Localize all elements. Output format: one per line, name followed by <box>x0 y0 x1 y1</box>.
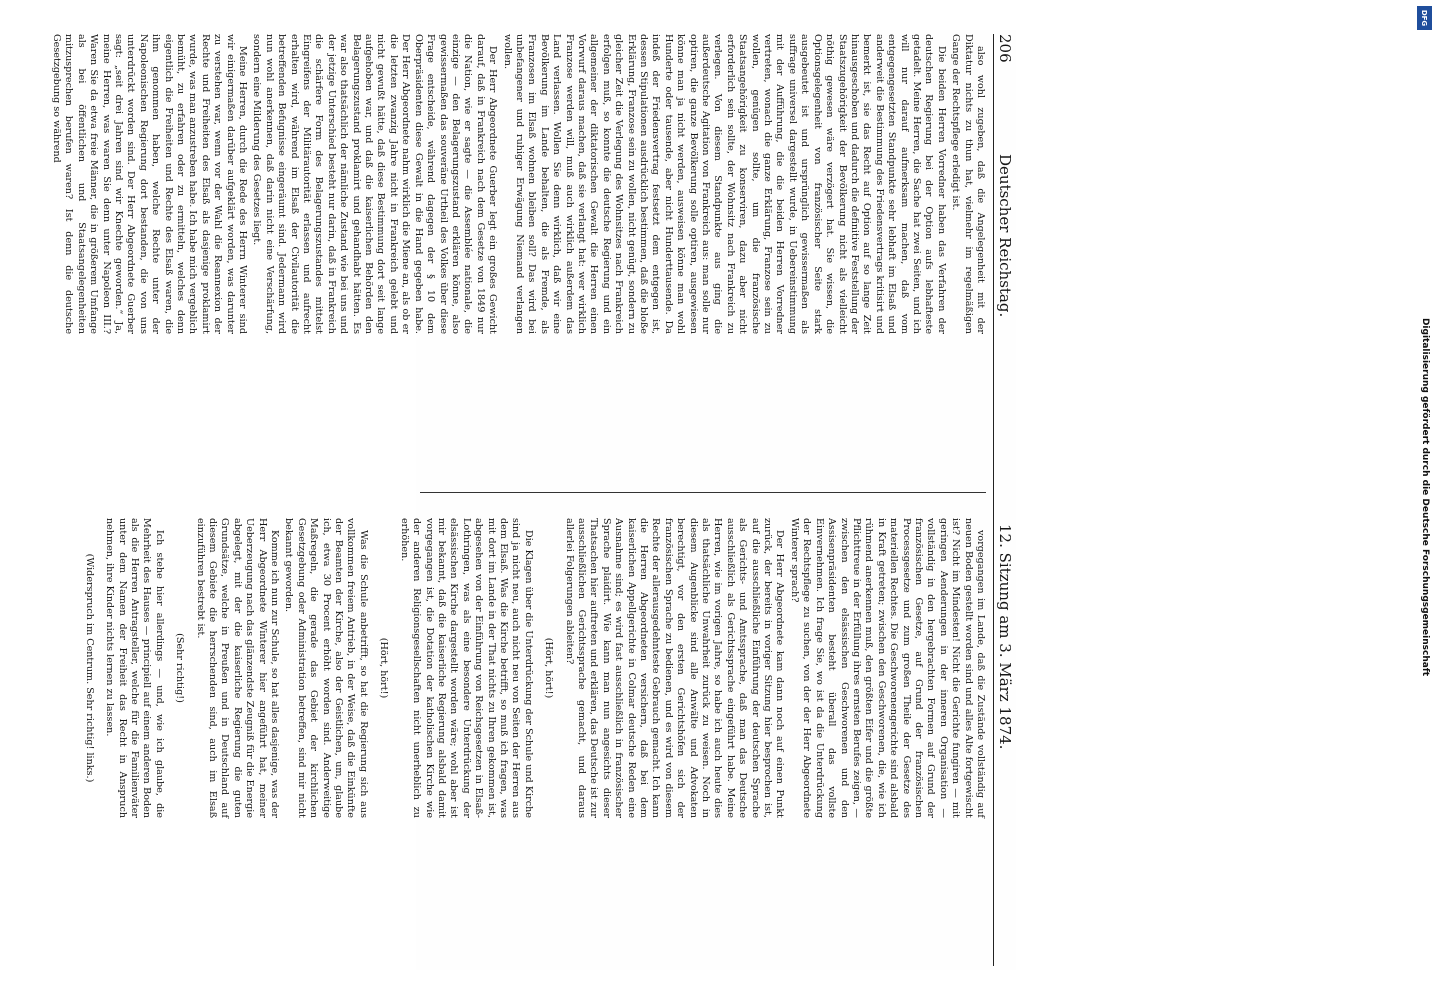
paragraph: also wohl zugeben, daß die Angelegenheit mit der Diktatur nichts zu thun hat, vielmehr im regelmäßigen Gange der Rechtspflege erledigt ist. <box>950 34 986 334</box>
funding-note-text: Digitalisierung gefördert durch die Deutsche Forschungsgemeinschaft <box>1420 317 1430 677</box>
right-column <box>83 518 986 818</box>
paragraph: Was die Schule anbetrifft, so hat die Regierung sich aus vollkommen freiem Antrieb, in der Weise, daß die Einkünfte der Beamten der Kirche, also der Geistlichen, um, glaube ich, etwa 30 Procent erhöht worden sind. Anderweitige Maßregeln, die gerade das Gebiet der kirchlichen Gesetzgebung oder Administration betreffen, sind mir nicht bekannt geworden. <box>283 518 369 818</box>
left-column <box>50 34 986 334</box>
interjection: (Hört, hört!) <box>378 637 390 699</box>
paragraph: Meine Herren, durch die Rede des Herrn Winterer sind wir einigermaßen darüber aufgeklärt worden, was darunter zu verstehen war, wenn vor der Wahl die Reannexion der Rechte und Freiheiten des Elsaß als dasjenige proklamirt wurde, was man anzustreben habe. Ich habe mich vergeblich bemüht, zu erfahren oder zu ermitteln, welches denn eigentlich die Freiheiten und Rechte des Elsaß waren, die ihm genommen haben, welche Rechte unter der Napoleonischen Regierung dort bestanden, die von uns unterdrückt worden sind. Der Herr Abgeordnete Guerber sagt: „seit drei Jahren sind wir Knechte geworden.“ Ja, meine Herren, was waren Sie denn unter Napoleon III.? Waren Sie da etwa freie Männer, die in größerem Umfange als bei öffentlichen und Staatsangelegenheiten mitzusprechen berufen waren? Ist denn die deutsche Gesetzgebung so während <box>50 34 249 334</box>
document-page <box>50 30 1016 970</box>
scan-edge-marks <box>90 0 1420 6</box>
interjection: (Widerspruch im Centrum. Sehr richtig! links.) <box>83 553 95 783</box>
paragraph: Der Herr Abgeordnete Guerber legt ein großes Gewicht darauf, daß in Frankreich nach dem Gesetze von 1849 nur die Nation, wie er sagte — die Assemblée nationale, die einzige — den Belagerungszustand erklären könne, also gewissermaßen das souveräne Urtheil des Volkes über diese Frage entscheide, während dagegen der § 10 dem Oberpräsidenten diese Gewalt in die Hand gegeben habe. Der Herr Abgeordnete nahm wirklich die Miene an, als ob er die letzten zwanzig Jahre nicht in Frankreich gelebt und nicht gewußt hätte, daß diese Bestimmung dort seit lange aufgehoben war, und daß die kaiserlichen Behörden den Belagerungszustand proklamirt und gehandhabt hätten. Es war also thatsächlich der nämliche Zustand wie bei uns und der jetzige Unterschied besteht nur darin, daß in Frankreich die schärfere Form des Belagerungszustandes mittelst Eingreifens der Militärautorität erlassen und aufrecht erhalten wird, während im Elsaß der Civilautorität die betreffenden Befugnisse eingeräumt sind. Jedermann wird nun wohl anerkennen, daß darin nicht eine Verschärfung, sondern eine Milderung des Gesetzes liegt. <box>251 34 499 334</box>
paragraph: Komme ich nun zur Schule, so hat alles dasjenige, was der Herr Abgeordnete Winterer hier angeführt hat, meiner Ueberzeugung nach das glänzendste Zeugniß für die Energie abgelegt, mit der die kaiserliche Regierung die guten Grundsätze, welche in Preußen und in Deutschland auf diesem Gebiete die herrschenden sind, auch im Elsaß einzuführen bestrebt ist. <box>194 518 281 818</box>
paragraph: Die beiden Herren Vorredner haben das Verfahren der deutschen Regierung bei der Option aufs lebhafteste getadelt. Meine Herren, die Sache hat zwei Seiten, und ich will nur darauf aufmerksam machen, daß vom entgegengesetzten Standpunkte sehr lebhaft im Elsaß und anderweit die Bestimmung des Friedensvertrags kritisirt und bemerkt ist, sie das Recht auf Option auf so lange Zeit hinausgeschoben und dadurch die definitive Feststellung der Staatszugehörigkeit der Bevölkerung nicht als vielleicht nöthig gewesen wäre verzögert hat. Sie wissen, die Optionsgelegenheit von französischer Seite stark ausgebeutet ist und ursprünglich gewissermaßen als suffrage universel dargestellt wurde, in Uebereinstimmung mit der Aufführung, die die beiden Herren Vorredner vertreten, wonach die ganze Erklärung, Franzose sein zu wollen, genügen sollte, um die französische Staatsangehörigkeit zu konserviren, dazu aber nicht erforderlich sein sollte, der Wohnsitz nach Frankreich zu verlegen. Von diesem Standpunkte aus ging die außerdeutsche Agitation von Frankreich aus: man solle nur optiren, die ganze Bevölkerung solle optiren, ausgewiesen könne man ja nicht werden, ausweisen könne man wohl Hunderte oder tausende, aber nicht Hunderttausende. Da indeß der Friedensvertrag festsetzt dem entgegen ist, dessen Stipulationen ausdrücklich bestimmen, daß die bloße Erklärung, Franzose sein zu wollen, nicht genügt, sondern zu gleicher Zeit die Verlegung des Wohnsitzes nach Frankreich erfolgen muß, so konnte die deutsche Regierung und ein allgemeiner der diktatorischen Gewalt die Herren einen Vorwurf daraus machen, daß sie verlangt hat: wer wirklich Franzose werden will, muß auch wirklich außerdem das Land verlassen. Wollen Sie denn wirklich, daß wir eine Bevölkerung im Lande behalten, die als Fremde, als Franzosen im Elsaß wohnen bleiben soll? Das wird bei unbefangener und ruhiger Erwägung Niemand verlangen wollen. <box>501 34 947 334</box>
publication-title: Deutscher Reichstag. <box>996 154 1014 318</box>
interjection: (Hört, hört!) <box>543 637 555 699</box>
funding-note <box>1418 32 1432 962</box>
session-title: 12. Sitzung am 3. März 1874. <box>996 524 1014 750</box>
dfg-logo-text: DFG <box>1420 9 1428 27</box>
paragraph: Der Herr Abgeordnete kam dann noch auf einen Punkt zurück, der bereits in voriger Sitzung hier besprochen ist, auf die ausschließliche Einführung der deutschen Sprache als Gerichts- und Amtssprache, daß man das Deutsche ausschließlich als Gerichtssprache eingeführt habe. Meine Herren, wie im vorigen Jahre, so habe ich auch heute dies als thatsächliche Unwahrheit zurück zu weisen. Noch in diesem Augenblicke sind alle Anwälte und Advokaten berechtigt, vor den ersten Gerichtshöfen sich der französischen Sprache zu bedienen, und es wird von diesem Rechte der allerausgedehnteste Gebrauch gemacht. Ich kann die Herren Abgeordneten versichern, daß bei dem kaiserlichen Appellgerichte in Colmar deutsche Reden eine Ausnahme sind; es wird fast ausschließlich in französischer Sprache plaidirt. Wie kann man nun angesichts dieser Thatsachen hier auftreten und erklären, das Deutsche ist zur ausschließlichen Gerichtssprache gemacht, und daraus allerlei Folgerungen ableiten? <box>563 518 786 818</box>
paragraph: Ich stehe hier allerdings — und, wie ich glaube, die Mehrheit des Hauses — principiell auf einem anderen Boden als die Herren Antragsteller, welche für die Familienväter unter dem Namen der Freiheit das Recht in Anspruch nehmen, ihre Kinder nichts lernen zu lassen. <box>104 518 165 818</box>
paragraph: Die Klagen über die Unterdrückung der Schule und Kirche sind ja nicht neu, auch nicht neu von Seiten der Herren aus dem Elsaß. Was die Kirche betrifft, so muß ich fragen, was mit dort im Lande in der That nichts zu Ihren gekommen ist, abgesehen von der Einführung von Reichsgesetzen in Elsaß-Lothringen, was als eine besondere Unterdrückung der elsässischen Kirche dargestellt worden wäre; wohl aber ist mir bekannt, daß die kaiserliche Regierung alsbald damit vorgegangen ist, die Dotation der katholischen Kirche wie der anderen Religionsgesellschaften nicht unerheblich zu erhöhen. <box>398 518 534 818</box>
interjection: (Sehr richtig!) <box>174 633 186 703</box>
dfg-logo <box>1417 6 1432 30</box>
paragraph: vorgegangen im Lande, daß die Zustände vollständig auf neuen Boden gestellt worden sind und alles Alte fortgewischt ist? Nicht im Mindesten! Nicht die Gerichte fungiren — mit geringen Aenderungen in der inneren Organisation — vollständig in den hergebrachten Formen auf Grund der französischen Gesetze, auf Grund der französischen Processgesetze und zum großen Theile der Gesetze des materiellen Rechtes. Die Geschworenengerichte sind alsbald in Kraft getreten; zwischen den Geschworenen, die, wie ich rühmend anerkennen muß, den größten Eifer und die größte Pflichttreue in der Erfüllung ihres ernsten Berufes zeigen, — zwischen den elsässischen Geschworenen und den Assisenpräsidenten besteht überall das vollste Einvernehmen. Ich frage Sie, wo ist da die Unterdrückung der Rechtspflege zu suchen, von der der Herr Abgeordnete Winterer sprach? <box>788 518 986 818</box>
page-number: 206 <box>996 34 1014 63</box>
page-header <box>993 34 1016 966</box>
column-divider <box>420 492 986 493</box>
